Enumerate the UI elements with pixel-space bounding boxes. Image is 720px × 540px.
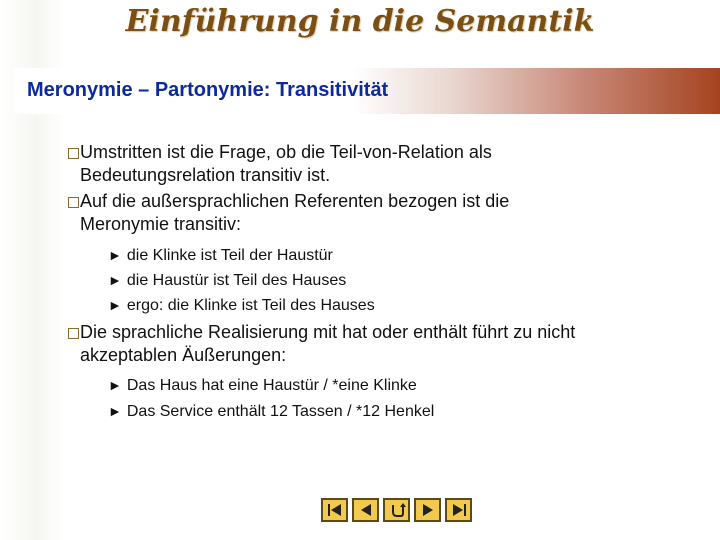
subitem	[108, 269, 346, 292]
subitem	[108, 374, 417, 397]
bullet-3-line-2: akzeptablen Äußerungen:	[80, 345, 287, 365]
subitem-text: die Klinke ist Teil der Haustür	[126, 247, 333, 264]
slide-title: Meronymie – Partonymie: Transitivität	[27, 79, 389, 101]
subitem-text: Das Haus hat eine Haustür / *eine Klinke	[126, 377, 417, 394]
bullet-1	[80, 141, 690, 187]
next-slide-button[interactable]	[414, 498, 441, 522]
bullet-checkbox-icon	[68, 148, 79, 159]
arrow-right-icon: ►	[108, 247, 122, 263]
arrow-right-icon: ►	[108, 377, 122, 393]
arrow-right-icon: ►	[108, 403, 122, 419]
subitem-text: Das Service enthält 12 Tassen / *12 Henkel	[126, 403, 435, 420]
bullet-2-line-2: Meronymie transitiv:	[80, 214, 242, 234]
bullet-3	[80, 321, 690, 367]
bullet-3-line-1: Die sprachliche Realisierung mit hat oder enthält führt zu nicht	[80, 322, 576, 342]
subitem-text: ergo: die Klinke ist Teil des Hauses	[126, 297, 375, 314]
bullet-1-line-2: Bedeutungsrelation transitiv ist.	[80, 165, 331, 185]
bullet-2-line-1: Auf die außersprachlichen Referenten bezogen ist die	[80, 191, 510, 211]
subitem	[108, 294, 375, 317]
last-slide-button[interactable]	[445, 498, 472, 522]
bullet-2	[80, 190, 690, 236]
header-title: Einführung in die Semantik	[125, 4, 595, 39]
slide-navigation	[321, 498, 476, 524]
first-slide-button[interactable]	[321, 498, 348, 522]
last-slide-icon	[449, 501, 469, 519]
arrow-right-icon: ►	[108, 297, 122, 313]
previous-slide-icon	[356, 501, 376, 519]
bullet-checkbox-icon	[68, 328, 79, 339]
arrow-right-icon: ►	[108, 272, 122, 288]
subitem	[108, 244, 333, 267]
return-icon	[387, 501, 407, 519]
bullet-checkbox-icon	[68, 197, 79, 208]
next-slide-icon	[418, 501, 438, 519]
subitem	[108, 400, 434, 423]
return-button[interactable]	[383, 498, 410, 522]
bullet-1-line-1: Umstritten ist die Frage, ob die Teil-von-Relation als	[80, 142, 492, 162]
subitem-text: die Haustür ist Teil des Hauses	[126, 272, 347, 289]
previous-slide-button[interactable]	[352, 498, 379, 522]
first-slide-icon	[325, 501, 345, 519]
